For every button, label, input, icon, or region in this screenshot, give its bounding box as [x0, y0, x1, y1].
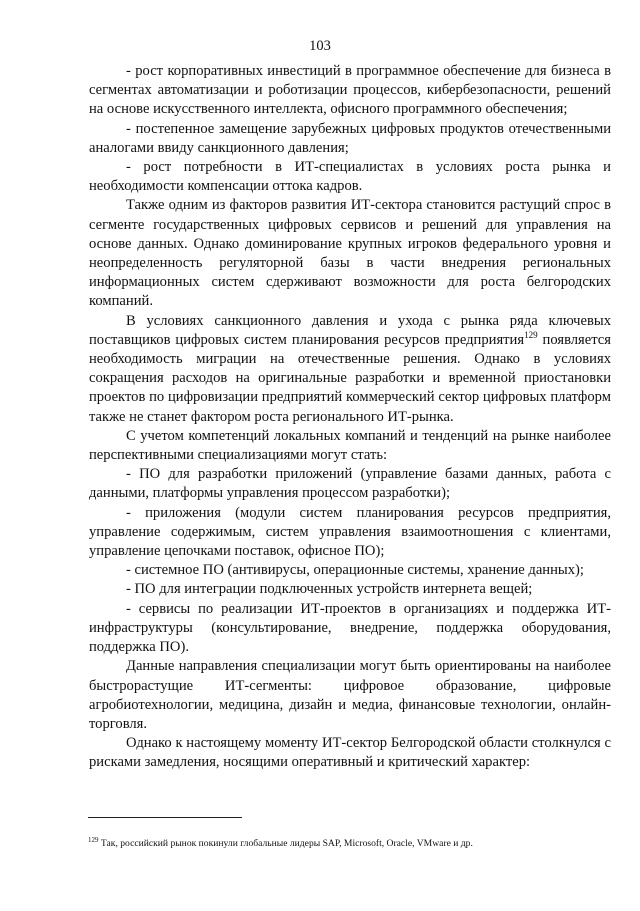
paragraph-4: Также одним из факторов развития ИТ-сектора становится растущий спрос в сегменте государственных цифровых сервисов и решений для управления на основе данных. Однако доминирование крупных игроков федерального уровня и неопределенность регуляторной базы в части внедрения региональных информационных систем сдерживают возможности для роста белгородских компаний.: [89, 197, 611, 310]
paragraph-11: - сервисы по реализации ИТ-проектов в организациях и поддержка ИТ-инфраструктуры (консультирование, внедрение, поддержка оборудования, поддержка ПО).: [89, 600, 611, 656]
paragraph-5-start: В условиях санкционного давления и ухода с рынка ряда ключевых поставщиков цифровых систем планирования ресурсов предприятия: [89, 312, 611, 348]
paragraph-13: Однако к настоящему моменту ИТ-сектор Белгородской области столкнулся с рисками замедления, носящими оперативный и критический характер:: [89, 735, 611, 771]
footnote-text: Так, российский рынок покинули глобальные лидеры SAP, Microsoft, Oracle, VMware и др.: [98, 838, 473, 849]
footnote-marker: 129: [88, 836, 99, 844]
paragraph-12: Данные направления специализации могут быть ориентированы на наиболее быстрорастущие ИТ-сегменты: цифровое образование, цифровые агробиотехнологии, медицина, дизайн и медиа, финансовые технологии, онлайн-торговля.: [89, 658, 611, 732]
paragraph-2: - постепенное замещение зарубежных цифровых продуктов отечественными аналогами ввиду санкционного давления;: [89, 120, 611, 156]
footnote-divider: [88, 817, 242, 818]
paragraph-10: - ПО для интеграции подключенных устройств интернета вещей;: [126, 581, 533, 598]
paragraph-5-end: появляется необходимость миграции на отечественные решения. Однако в условиях сокращения расходов на оригинальные разработки и временной приостановки проектов по цифровизации предприятий коммерческий сектор цифровых платформ также не станет фактором роста регионального ИТ-рынка.: [89, 331, 611, 425]
footnote-reference[interactable]: 129: [524, 329, 538, 340]
page-number: 103: [309, 38, 331, 54]
footnote: [88, 838, 608, 850]
paragraph-6: С учетом компетенций локальных компаний и тенденций на рынке наиболее перспективными специализациями могут стать:: [89, 427, 611, 464]
paragraph-5: [89, 312, 611, 427]
body-text: [89, 62, 611, 773]
paragraph-9: - системное ПО (антивирусы, операционные системы, хранение данных);: [126, 562, 584, 579]
paragraph-8: - приложения (модули систем планирования ресурсов предприятия, управление содержимым, систем управления взаимоотношения с клиентами, управление цепочками поставок, офисное ПО);: [89, 504, 611, 560]
paragraph-7: - ПО для разработки приложений (управление базами данных, работа с данными, платформы управления процессом разработки);: [89, 466, 611, 502]
paragraph-3: - рост потребности в ИТ-специалистах в условиях роста рынка и необходимости компенсации оттока кадров.: [89, 159, 611, 195]
paragraph-1: - рост корпоративных инвестиций в программное обеспечение для бизнеса в сегментах автоматизации и роботизации процессов, кибербезопасности, решений на основе искусственного интеллекта, офисного программного обеспечения;: [89, 63, 611, 118]
